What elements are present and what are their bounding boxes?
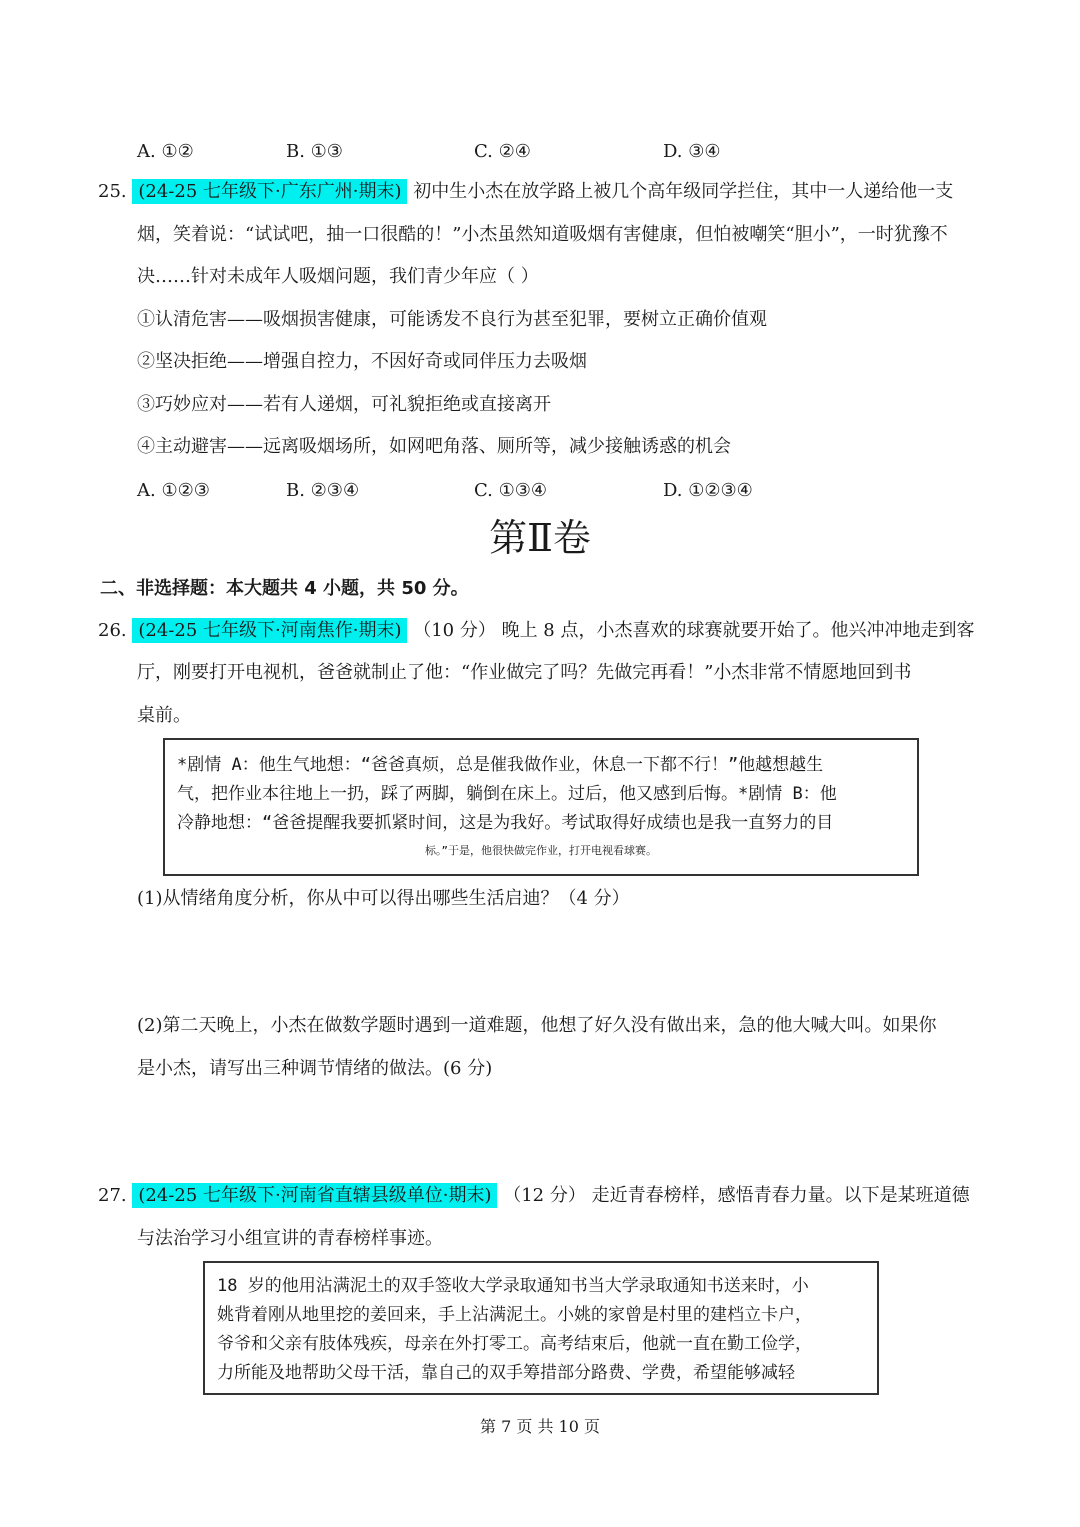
q25-item-2: ②坚决拒绝——增强自控力，不因好奇或同伴压力去吸烟 — [137, 351, 587, 372]
q26-first-line — [98, 619, 974, 643]
q26-box-line-1: *剧情 A：他生气地想：“爸爸真烦，总是催我做作业，休息一下都不行！”他越想越生 — [177, 755, 824, 775]
q26-sub-question-1: (1)从情绪角度分析，你从中可以得出哪些生活启迪？（4 分） — [137, 888, 630, 909]
q26-text-2: 厅，刚要打开电视机，爸爸就制止了他：“作业做完了吗？先做完再看！”小杰非常不情愿地回到书 — [137, 662, 912, 683]
q26-number: 26. — [98, 620, 127, 641]
q27-first-line — [98, 1184, 970, 1208]
page-footer: 第 7 页 共 10 页 — [480, 1417, 600, 1436]
q27-box-line-4: 力所能及地帮助父母干活，靠自己的双手筹措部分路费、学费，希望能够减轻 — [217, 1363, 795, 1383]
q27-box-line-1: 18 岁的他用沾满泥土的双手签收大学录取通知书当大学录取通知书送来时，小 — [217, 1276, 809, 1296]
q25-text-2: 烟，笑着说：“试试吧，抽一口很酷的！”小杰虽然知道吸烟有害健康，但怕被嘲笑“胆小”，一时犹豫不 — [137, 224, 948, 245]
q26-text-3: 桌前。 — [137, 705, 191, 726]
q25-number: 25. — [98, 181, 127, 202]
q26-sub-question-2-line-2: 是小杰，请写出三种调节情绪的做法。(6 分) — [137, 1058, 493, 1079]
q27-source-tag: (24-25 七年级下·河南省直辖县级单位·期末) — [132, 1183, 497, 1208]
section-heading: 二、非选择题：本大题共 4 小题，共 50 分。 — [100, 578, 469, 599]
q27-box-line-2: 姚背着刚从地里挖的姜回来，手上沾满泥土。小姚的家曾是村里的建档立卡户， — [217, 1305, 812, 1325]
q25-option-d: D. ①②③④ — [663, 480, 753, 501]
q24-option-d: D. ③④ — [663, 141, 721, 162]
q25-first-line — [98, 180, 953, 204]
q26-sub-question-2-line-1: (2)第二天晚上，小杰在做数学题时遇到一道难题，他想了好久没有做出来，急的他大喊大叫。如果你 — [137, 1015, 937, 1036]
q25-item-1: ①认清危害——吸烟损害健康，可能诱发不良行为甚至犯罪，要树立正确价值观 — [137, 309, 767, 330]
q25-item-3: ③巧妙应对——若有人递烟，可礼貌拒绝或直接离开 — [137, 394, 551, 415]
q25-text-3: 决……针对未成年人吸烟问题，我们青少年应（ ） — [137, 266, 539, 287]
q27-story-box — [203, 1261, 879, 1395]
q26-box-line-4: 标。”于是，他很快做完作业，打开电视看球赛。 — [424, 844, 658, 857]
q27-number: 27. — [98, 1185, 127, 1206]
q26-text-1: （10 分） 晚上 8 点，小杰喜欢的球赛就要开始了。他兴冲冲地走到客 — [413, 620, 975, 641]
q27-box-line-3: 爷爷和父亲有肢体残疾，母亲在外打零工。高考结束后，他就一直在勤工俭学， — [217, 1334, 812, 1354]
q25-option-c: C. ①③④ — [474, 480, 547, 501]
q26-box-line-3: 冷静地想：“爸爸提醒我要抓紧时间，这是为我好。考试取得好成绩也是我一直努力的目 — [177, 813, 834, 833]
q26-scenario-box — [163, 738, 919, 876]
q25-option-b: B. ②③④ — [286, 480, 360, 501]
q25-option-a: A. ①②③ — [137, 480, 210, 501]
q27-text-2: 与法治学习小组宣讲的青春榜样事迹。 — [137, 1228, 443, 1249]
q25-text-1: 初中生小杰在放学路上被几个高年级同学拦住，其中一人递给他一支 — [413, 181, 954, 202]
q26-source-tag: (24-25 七年级下·河南焦作·期末) — [132, 618, 407, 643]
q27-text-1: （12 分） 走近青春榜样，感悟青春力量。以下是某班道德 — [503, 1185, 970, 1206]
q25-item-4: ④主动避害——远离吸烟场所，如网吧角落、厕所等，减少接触诱惑的机会 — [137, 436, 731, 457]
q26-box-line-2: 气，把作业本往地上一扔，踩了两脚，躺倒在床上。过后，他又感到后悔。*剧情 B：他 — [177, 784, 837, 804]
q24-option-c: C. ②④ — [474, 141, 531, 162]
q24-option-b: B. ①③ — [286, 141, 343, 162]
q24-option-a: A. ①② — [137, 141, 194, 162]
volume-title: 第Ⅱ卷 — [489, 516, 591, 560]
q25-source-tag: (24-25 七年级下·广东广州·期末) — [132, 179, 407, 204]
